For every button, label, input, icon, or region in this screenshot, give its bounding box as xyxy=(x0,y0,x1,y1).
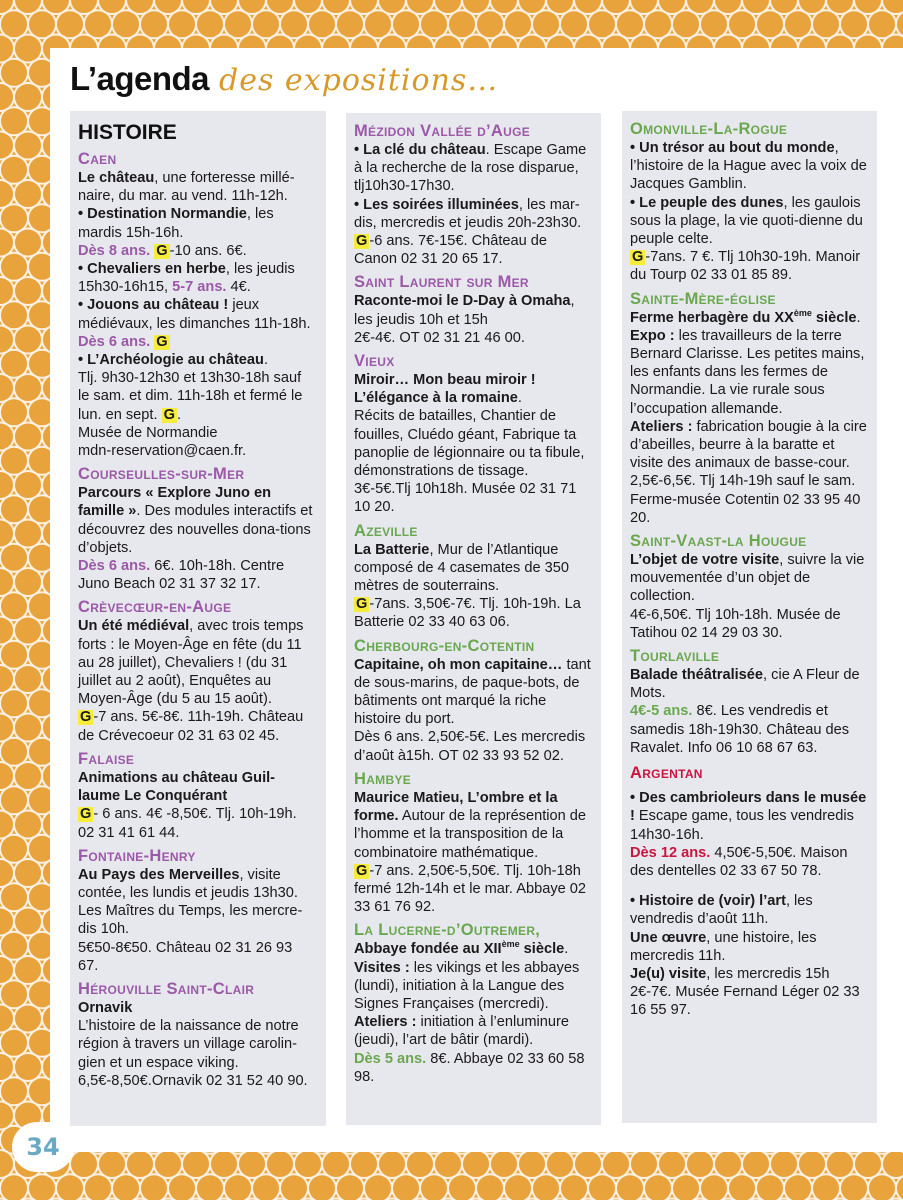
event-info: 5€50-8€50. Château 02 31 26 93 67. xyxy=(78,939,293,974)
event-info: 4€-6,50€. Tlj 10h-18h. Musée de Tatihou 02 14 29 03 30. xyxy=(630,606,841,641)
section-title: HISTOIRE xyxy=(78,121,177,144)
city-crevecoeur: Crèvecœur-en-Auge xyxy=(78,598,232,617)
event-text: • Jouons au château ! jeux médiévaux, les dimanches 11h-18h. Dès 6 ans. G xyxy=(78,297,311,350)
event-text: L’histoire de la naissance de notre région à travers un village carolin-gien et un espace viking. xyxy=(78,1018,299,1071)
event-info: G - 6 ans. 4€ -8,50€. Tlj. 10h-19h. 02 31 41 61 44. xyxy=(78,806,297,841)
city-fontaine-henry: Fontaine-Henry xyxy=(78,846,196,865)
title-script: des expositions… xyxy=(219,63,499,98)
column-3 xyxy=(622,111,877,1123)
event-info: G -7 ans. 2,50€-5,50€. Tlj. 10h-18h fermé 12h-14h et le mar. Abbaye 02 33 61 76 92. xyxy=(354,862,587,916)
event-title: Abbaye fondée au XIIème siècle. xyxy=(354,939,569,958)
city-omonville: Omonville-La-Rogue xyxy=(630,120,788,138)
event-text: • Destination Normandie, les mardis 15h-16h. xyxy=(78,206,274,241)
city-falaise: Falaise xyxy=(78,749,135,768)
event-text: • Un trésor au bout du monde, l’histoire de la Hague avec la voix de Jacques Gamblin. xyxy=(630,140,867,193)
title-main: L’agenda xyxy=(70,60,210,97)
city-tourlaville: Tourlaville xyxy=(630,647,720,666)
g-badge: G xyxy=(356,596,368,613)
event-info: 2€-7€. Musée Fernand Léger 02 33 16 55 97. xyxy=(630,984,860,1019)
city-saint-vaast: Saint-Vaast-la Hougue xyxy=(630,532,807,551)
event-text: Récits de batailles, Chantier de fouilles, Cluédo géant, Fabrique ta panoplie de légionnaire ou ta fibule, démonstrations de tissage. xyxy=(354,408,585,480)
g-badge: G xyxy=(163,406,175,423)
event-info: G -6 ans. 7€-15€. Château de Canon 02 31 20 65 17. xyxy=(354,233,548,268)
event-text: Tlj. 9h30-12h30 et 13h30-18h sauf le sam. et dim. 11h-18h et fermé le lun. en sept. G . xyxy=(78,370,303,423)
event-info: Dès 5 ans. 8€. Abbaye 02 33 60 58 98. xyxy=(354,1050,585,1085)
event-text: Balade théâtralisée, cie A Fleur de Mots. xyxy=(630,667,860,702)
event-text: Dès 8 ans. G -10 ans. 6€. xyxy=(78,242,247,259)
city-la-lucerne: La Lucerne-d’Outremer, xyxy=(354,921,541,940)
page-title xyxy=(70,60,498,100)
g-badge: G xyxy=(356,862,368,879)
g-badge: G xyxy=(80,709,92,726)
event-title: Miroir… Mon beau miroir ! xyxy=(354,372,536,389)
event-info: 3€-5€.Tlj 10h18h. Musée 02 31 71 10 20. xyxy=(354,481,577,516)
event-email: mdn-reservation@caen.fr. xyxy=(78,443,247,460)
event-title: Ferme herbagère du XXème siècle. xyxy=(630,307,861,326)
event-info: 4€-5 ans. 8€. Les vendredis et samedis 18h-19h30. Château des Ravalet. Info 06 10 68 67 63. xyxy=(630,703,850,756)
event-text: • Chevaliers en herbe, les jeudis 15h30-16h15, 5-7 ans. 4€. xyxy=(78,261,295,296)
event-info: Dès 6 ans. 2,50€-5€. Les mercredis d’août à15h. OT 02 33 93 52 02. xyxy=(354,729,586,764)
event-text: • Des cambrioleurs dans le musée ! Escape game, tous les vendredis 14h30-16h. xyxy=(630,790,867,843)
event-text: Le château, une forteresse millé-naire, du mar. au vend. 11h-12h. xyxy=(78,170,295,205)
event-info: G -7ans. 3,50€-7€. Tlj. 10h-19h. La Batterie 02 33 40 63 06. xyxy=(354,596,581,631)
event-text: Raconte-moi le D-Day à Omaha, les jeudis 10h et 15h xyxy=(354,293,575,328)
event-text: • Le peuple des dunes, les gaulois sous la plage, la vie quoti-dienne du peuple celte. xyxy=(630,194,863,248)
city-argentan: Argentan xyxy=(630,764,703,783)
event-text: • Les soirées illuminées, les mar-dis, mercredis et jeudis 20h-23h30. xyxy=(354,196,582,231)
event-text: Au Pays des Merveilles, visite contée, les lundis et jeudis 13h30. Les Maîtres du Temps, les mercre-dis 10h. xyxy=(78,866,303,938)
event-info: Dès 6 ans. 6€. 10h-18h. Centre Juno Beach 02 31 37 32 17. xyxy=(78,558,285,593)
city-sainte-mere-eglise: Sainte-Mère-église xyxy=(630,289,776,308)
event-text: Parcours « Explore Juno en famille ». Des modules interactifs et découvrez des nouvelles dona-tions d’objets. xyxy=(78,485,313,556)
g-badge: G xyxy=(80,806,92,823)
city-mezidon: Mézidon Vallée d’Auge xyxy=(354,122,531,140)
event-text: • L’Archéologie au château. xyxy=(78,352,269,369)
event-text: Une œuvre, une histoire, les mercredis 11h. xyxy=(630,929,817,964)
event-text: • Histoire de (voir) l’art, les vendredis d’août 11h. xyxy=(630,893,813,928)
event-info: 6,5€-8,50€.Ornavik 02 31 52 40 90. xyxy=(78,1072,308,1089)
city-azeville: Azeville xyxy=(354,521,418,540)
event-title: L’élégance à la romaine. xyxy=(354,390,522,407)
event-info: G -7 ans. 5€-8€. 11h-19h. Château de Crévecoeur 02 31 63 02 45. xyxy=(78,709,304,744)
g-badge: G xyxy=(632,249,644,266)
city-saint-laurent: Saint Laurent sur Mer xyxy=(354,273,529,292)
event-text: Ateliers : fabrication bougie à la cire d’abeilles, beurre à la baratte et visite des animaux de basse-cour. xyxy=(630,418,867,472)
event-text: Ateliers : initiation à l’enluminure (jeudi), l’art de bâtir (mardi). xyxy=(354,1014,569,1049)
event-info: G -7ans. 7 €. Tlj 10h30-19h. Manoir du Tourp 02 33 01 85 89. xyxy=(630,249,861,284)
column-2 xyxy=(346,113,601,1125)
g-badge: G xyxy=(356,233,368,250)
event-text: Expo : les travailleurs de la terre Bernard Clarisse. Les petites mains, les enfants dans les fermes de Normandie. La vie rurale sous l’occupation allemande. xyxy=(630,327,865,417)
event-text: Un été médiéval, avec trois temps forts : le Moyen-Âge en fête (du 11 au 28 juillet), Chevaliers ! (du 31 juillet au 2 août), Enquêtes au Moyen-Âge (du 5 au 15 août). xyxy=(78,618,304,708)
g-badge: G xyxy=(156,333,168,350)
city-vieux: Vieux xyxy=(354,352,395,371)
event-text: • La clé du château. Escape Game à la recherche de la rose disparue, tlj10h30-17h30. xyxy=(354,142,587,195)
city-courseulles: Courseulles-sur-Mer xyxy=(78,465,245,484)
city-hambye: Hambye xyxy=(354,769,412,788)
city-herouville: Hérouville Saint-Clair xyxy=(78,979,255,998)
event-text: Maurice Matieu, L’ombre et la forme. Autour de la représention de l’homme et la transposition de la combinatoire mathématique. xyxy=(354,789,587,861)
event-info: Dès 12 ans. 4,50€-5,50€. Maison des dentelles 02 33 67 50 78. xyxy=(630,844,848,879)
page-number: 34 xyxy=(12,1122,74,1172)
city-caen: Caen xyxy=(78,150,117,168)
event-text: Visites : les vikings et les abbayes (lundi), initiation à la Langue des Signes Françaises (mercredi). xyxy=(354,959,580,1012)
city-cherbourg: Cherbourg-en-Cotentin xyxy=(354,636,535,655)
event-text: La Batterie, Mur de l’Atlantique composé de 4 casemates de 350 mètres de souterrains. xyxy=(354,541,569,595)
event-text: Animations au château Guil-laume Le Conquérant xyxy=(78,769,276,805)
event-info: 2€-4€. OT 02 31 21 46 00. xyxy=(354,329,525,346)
event-text: Capitaine, oh mon capitaine… tant de sous-marins, de paque-bots, de bâtiments ont marqué la riche histoire du port. xyxy=(354,656,591,728)
g-badge: G xyxy=(156,242,168,259)
event-venue: Musée de Normandie xyxy=(78,424,218,441)
column-histoire xyxy=(70,111,326,1126)
event-info: 2,5€-6,5€. Tlj 14h-19h sauf le sam. Ferme-musée Cotentin 02 33 95 40 20. xyxy=(630,473,861,526)
event-text: Je(u) visite, les mercredis 15h xyxy=(630,965,830,982)
event-text: Ornavik xyxy=(78,999,133,1016)
event-text: L’objet de votre visite, suivre la vie mouvementée d’un objet de collection. xyxy=(630,552,865,605)
